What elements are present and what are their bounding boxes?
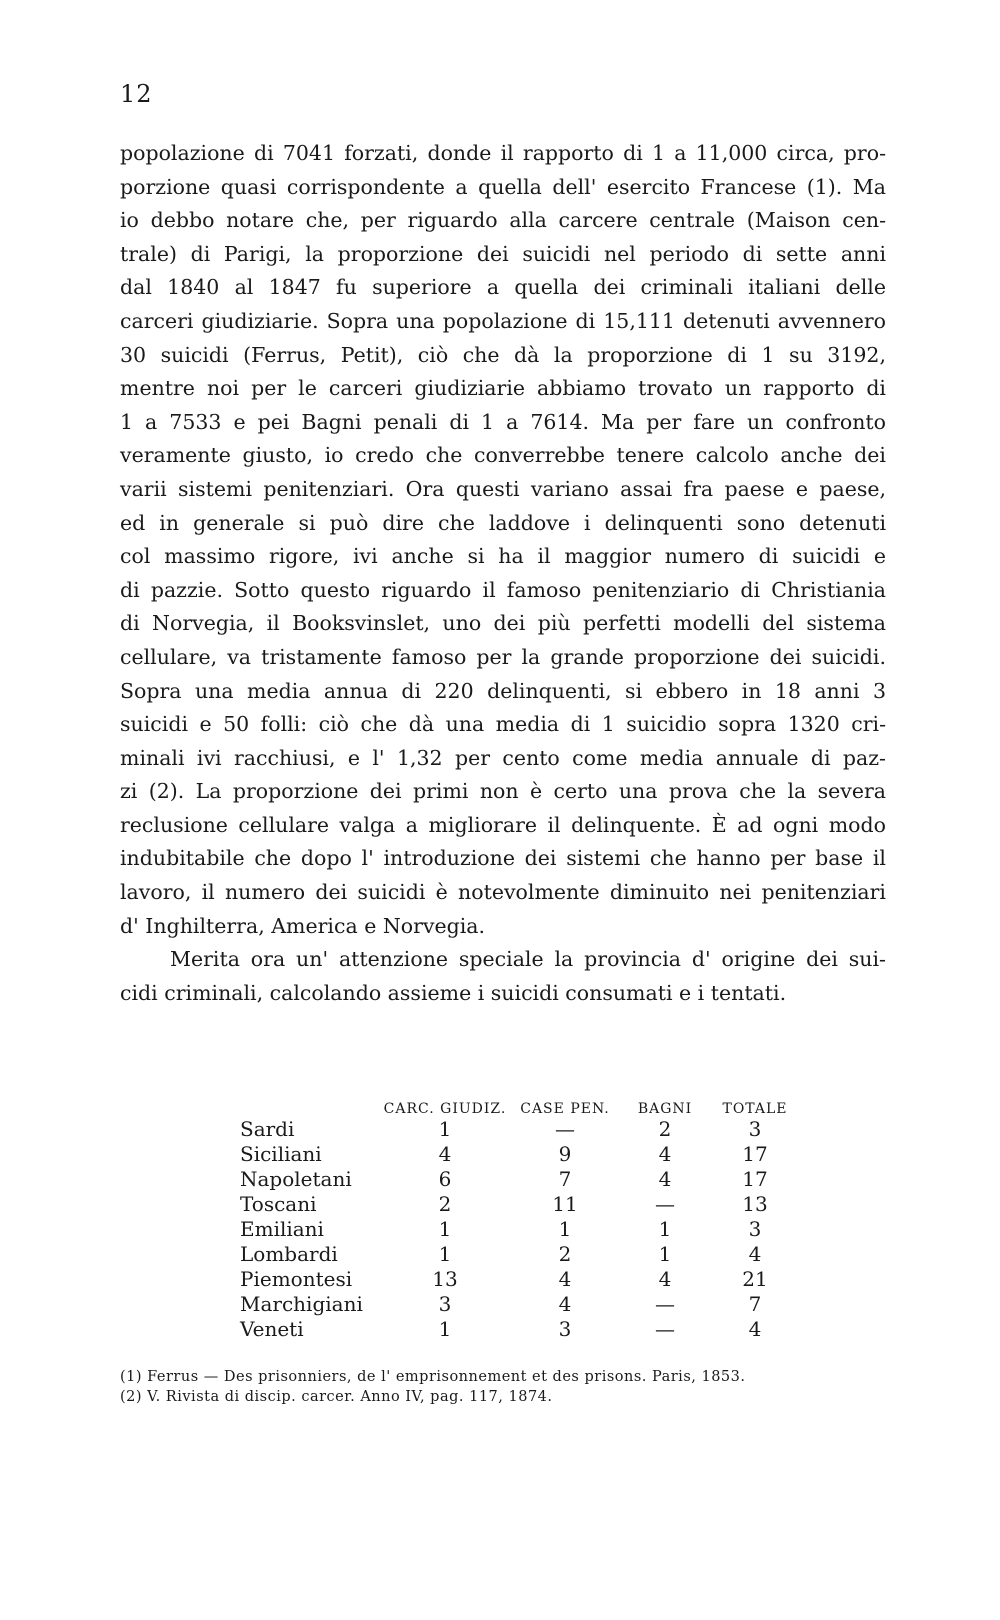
row-name: Lombardi: [240, 1242, 338, 1266]
cell-case: 3: [558, 1317, 572, 1341]
text-line: ed in generale si può dire che laddove i delinquenti sono detenuti: [120, 510, 886, 535]
text-line: suicidi e 50 folli: ciò che dà una media di 1 suicidio sopra 1320 cri-: [120, 712, 886, 737]
cell-totale: 17: [742, 1167, 768, 1191]
cell-totale: 21: [742, 1267, 768, 1291]
text-line: indubitabile che dopo l' introduzione dei sistemi che hanno per base il: [120, 846, 886, 871]
text-line: 30 suicidi (Ferrus, Petit), ciò che dà la proporzione di 1 su 3192,: [120, 342, 886, 367]
text-line: zi (2). La proporzione dei primi non è certo una prova che la severa: [120, 779, 886, 804]
cell-case: 11: [552, 1192, 578, 1216]
table-header: [240, 1093, 800, 1117]
row-name: Veneti: [240, 1317, 304, 1341]
text-line: mentre noi per le carceri giudiziarie abbiamo trovato un rapporto di: [120, 376, 886, 401]
text-line: Sopra una media annua di 220 delinquenti, si ebbero in 18 anni 3: [120, 678, 886, 703]
header-bagni: BAGNI: [637, 1101, 693, 1117]
cell-bagni: 4: [658, 1267, 672, 1291]
body-text: [120, 137, 886, 1010]
table-row: [240, 1117, 800, 1142]
text-line: varii sistemi penitenziari. Ora questi variano assai fra paese e paese,: [120, 476, 886, 501]
header-carc-giudiz: CARC. GIUDIZ.: [383, 1101, 507, 1117]
text-line: porzione quasi corrispondente a quella dell' esercito Francese (1). Ma: [120, 174, 886, 199]
row-name: Marchigiani: [240, 1292, 363, 1316]
cell-case: 1: [558, 1217, 572, 1241]
cell-carc: 3: [438, 1292, 452, 1316]
cell-totale: 3: [748, 1217, 762, 1241]
cell-bagni: 4: [658, 1167, 672, 1191]
table-row: [240, 1267, 800, 1292]
cell-bagni: 4: [658, 1142, 672, 1166]
page-number: 12: [120, 80, 153, 108]
cell-case: 4: [558, 1292, 572, 1316]
cell-case: —: [555, 1117, 575, 1141]
footnote-1: (1) Ferrus — Des prisonniers, de l' emprisonnement et des prisons. Paris, 1853.: [120, 1369, 746, 1385]
table-row: [240, 1167, 800, 1192]
row-name: Sardi: [240, 1117, 295, 1141]
text-line: carceri giudiziarie. Sopra una popolazione di 15,111 detenuti avvennero: [120, 308, 886, 333]
text-line: 1 a 7533 e pei Bagni penali di 1 a 7614. Ma per fare un confronto: [120, 409, 886, 434]
cell-case: 4: [558, 1267, 572, 1291]
row-name: Emiliani: [240, 1217, 324, 1241]
text-line: col massimo rigore, ivi anche si ha il maggior numero di suicidi e: [120, 544, 886, 569]
cell-totale: 17: [742, 1142, 768, 1166]
cell-carc: 1: [438, 1242, 452, 1266]
text-line: trale) di Parigi, la proporzione dei suicidi nel periodo di sette anni: [120, 241, 886, 266]
text-line: veramente giusto, io credo che converrebbe tenere calcolo anche dei: [120, 443, 886, 468]
footnotes: [120, 1367, 886, 1407]
suicide-table: [240, 1093, 800, 1342]
text-line: Merita ora un' attenzione speciale la provincia d' origine dei sui-: [170, 947, 886, 972]
row-name: Toscani: [240, 1192, 317, 1216]
cell-carc: 1: [438, 1217, 452, 1241]
text-line: di Norvegia, il Booksvinslet, uno dei più perfetti modelli del sistema: [120, 611, 886, 636]
cell-carc: 4: [438, 1142, 452, 1166]
cell-bagni: —: [655, 1192, 675, 1216]
cell-carc: 1: [438, 1117, 452, 1141]
cell-case: 9: [558, 1142, 572, 1166]
cell-case: 2: [558, 1242, 572, 1266]
text-line: io debbo notare che, per riguardo alla carcere centrale (Maison cen-: [120, 208, 886, 233]
cell-totale: 3: [748, 1117, 762, 1141]
text-line: di pazzie. Sotto questo riguardo il famoso penitenziario di Christiania: [120, 577, 886, 602]
text-line: d' Inghilterra, America e Norvegia.: [120, 913, 486, 938]
cell-totale: 4: [748, 1242, 762, 1266]
table-row: [240, 1242, 800, 1267]
cell-totale: 4: [748, 1317, 762, 1341]
cell-bagni: —: [655, 1292, 675, 1316]
cell-bagni: 1: [658, 1217, 672, 1241]
cell-case: 7: [558, 1167, 572, 1191]
cell-bagni: —: [655, 1317, 675, 1341]
cell-bagni: 1: [658, 1242, 672, 1266]
text-line: minali ivi racchiusi, e l' 1,32 per cento come media annuale di paz-: [120, 745, 886, 770]
cell-totale: 13: [742, 1192, 768, 1216]
footnote-2: (2) V. Rivista di discip. carcer. Anno IV, pag. 117, 1874.: [120, 1389, 553, 1405]
header-case-pen: CASE PEN.: [520, 1101, 610, 1117]
text-line: cidi criminali, calcolando assieme i suicidi consumati e i tentati.: [120, 980, 787, 1005]
cell-carc: 1: [438, 1317, 452, 1341]
text-line: reclusione cellulare valga a migliorare il delinquente. È ad ogni modo: [120, 812, 886, 837]
row-name: Piemontesi: [240, 1267, 353, 1291]
header-totale: TOTALE: [722, 1101, 788, 1117]
table-row: [240, 1292, 800, 1317]
table-row: [240, 1217, 800, 1242]
text-line: popolazione di 7041 forzati, donde il rapporto di 1 a 11,000 circa, pro-: [120, 141, 886, 165]
cell-carc: 13: [432, 1267, 458, 1291]
cell-totale: 7: [748, 1292, 762, 1316]
text-line: dal 1840 al 1847 fu superiore a quella dei criminali italiani delle: [120, 275, 886, 300]
row-name: Napoletani: [240, 1167, 352, 1191]
cell-carc: 2: [438, 1192, 452, 1216]
table-row: [240, 1317, 800, 1342]
cell-bagni: 2: [658, 1117, 672, 1141]
cell-carc: 6: [438, 1167, 452, 1191]
text-line: lavoro, il numero dei suicidi è notevolmente diminuito nei penitenziari: [120, 880, 886, 905]
table-row: [240, 1192, 800, 1217]
row-name: Siciliani: [240, 1142, 322, 1166]
text-line: cellulare, va tristamente famoso per la grande proporzione dei suicidi.: [120, 644, 886, 669]
table-row: [240, 1142, 800, 1167]
